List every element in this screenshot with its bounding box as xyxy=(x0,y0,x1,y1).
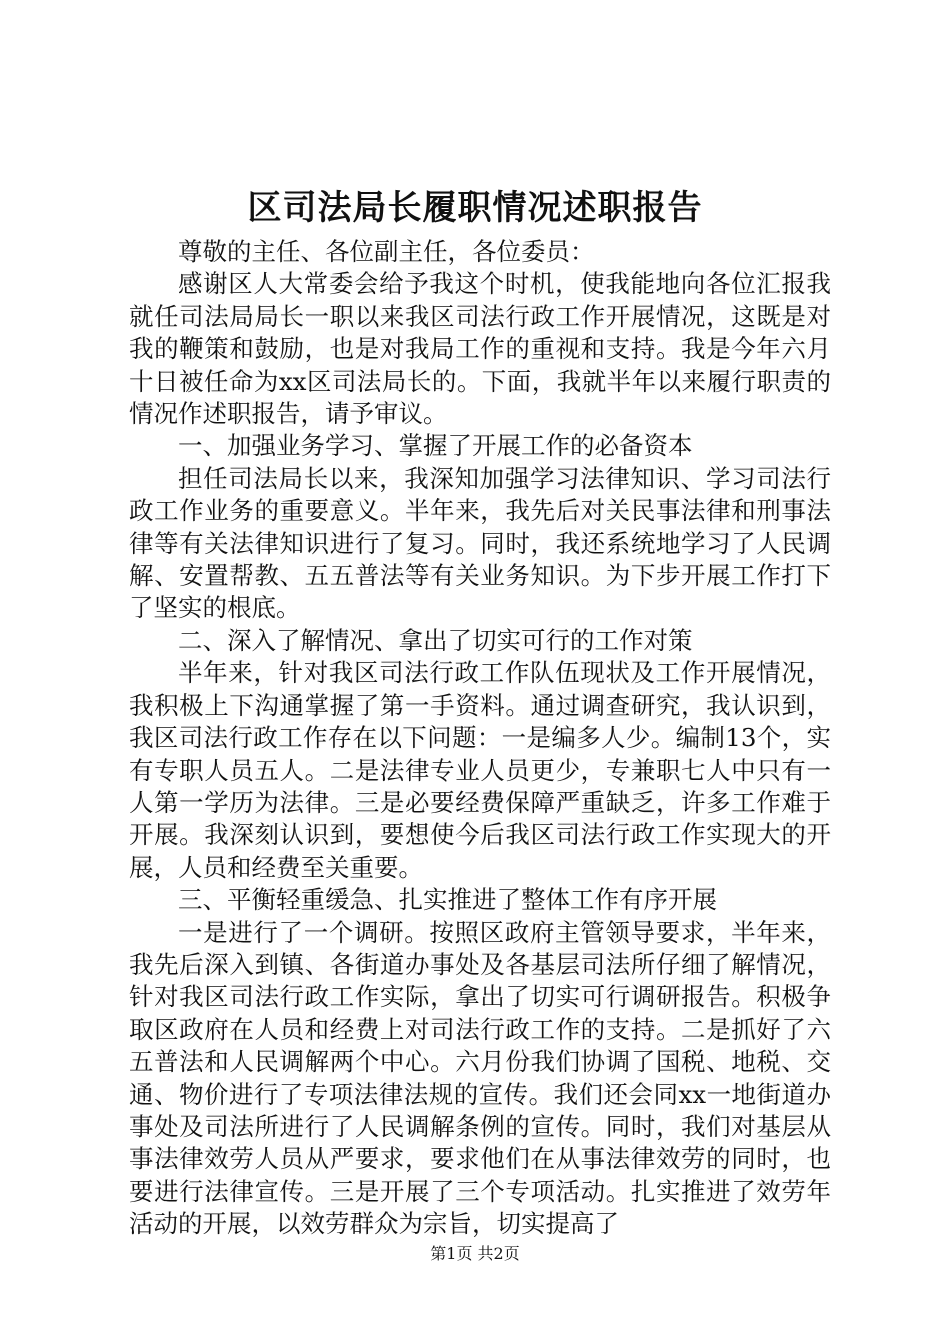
section-heading-1: 一、加强业务学习、掌握了开展工作的必备资本 xyxy=(178,431,693,461)
section-heading-3: 三、平衡轻重缓急、扎实推进了整体工作有序开展 xyxy=(178,885,717,915)
body-paragraph: 一是进行了一个调研。按照区政府主管领导要求，半年来，我先后深入到镇、各街道办事处及各基层司法所仔细了解情况，针对我区司法行政工作实际，拿出了切实可行调研报告。积极争取区政府在人员和经费上对司法行政工作的支持。二是抓好了六五普法和人民调解两个中心。六月份我们协调了国税、地税、交通、物价进行了专项法律法规的宣传。我们还会同xx一地街道办事处及司法所进行了人民调解条例的宣传。同时，我们对基层从事法律效劳人员从严要求，要求他们在从事法律效劳的同时，也要进行法律宣传。三是开展了三个专项活动。扎实推进了效劳年活动的开展，以效劳群众为宗旨，切实提高了 xyxy=(129,917,831,1239)
document-body xyxy=(129,236,831,1241)
body-paragraph: 担任司法局长以来，我深知加强学习法律知识、学习司法行政工作业务的重要意义。半年来，我先后对关民事法律和刑事法律等有关法律知识进行了复习。同时，我还系统地学习了人民调解、安置帮教、五五普法等有关业务知识。为下步开展工作打下了坚实的根底。 xyxy=(129,463,831,623)
page-title: 区司法局长履职情况述职报告 xyxy=(247,188,703,228)
section-heading-2: 二、深入了解情况、拿出了切实可行的工作对策 xyxy=(178,625,693,655)
body-paragraph: 半年来，针对我区司法行政工作队伍现状及工作开展情况，我积极上下沟通掌握了第一手资料。通过调查研究，我认识到，我区司法行政工作存在以下问题：一是编多人少。编制13个，实有专职人员五人。二是法律专业人员更少，专兼职七人中只有一人第一学历为法律。三是必要经费保障严重缺乏，许多工作难于开展。我深刻认识到，要想使今后我区司法行政工作实现大的开展，人员和经费至关重要。 xyxy=(129,658,831,882)
page-number-footer: 第1页 共2页 xyxy=(430,1244,520,1263)
intro-paragraph: 感谢区人大常委会给予我这个时机，使我能地向各位汇报我就任司法局局长一职以来我区司法行政工作开展情况，这既是对我的鞭策和鼓励，也是对我局工作的重视和支持。我是今年六月十日被任命为xx区司法局长的。下面，我就半年以来履行职责的情况作述职报告，请予审议。 xyxy=(129,269,831,429)
salutation-paragraph: 尊敬的主任、各位副主任，各位委员： xyxy=(178,237,595,266)
